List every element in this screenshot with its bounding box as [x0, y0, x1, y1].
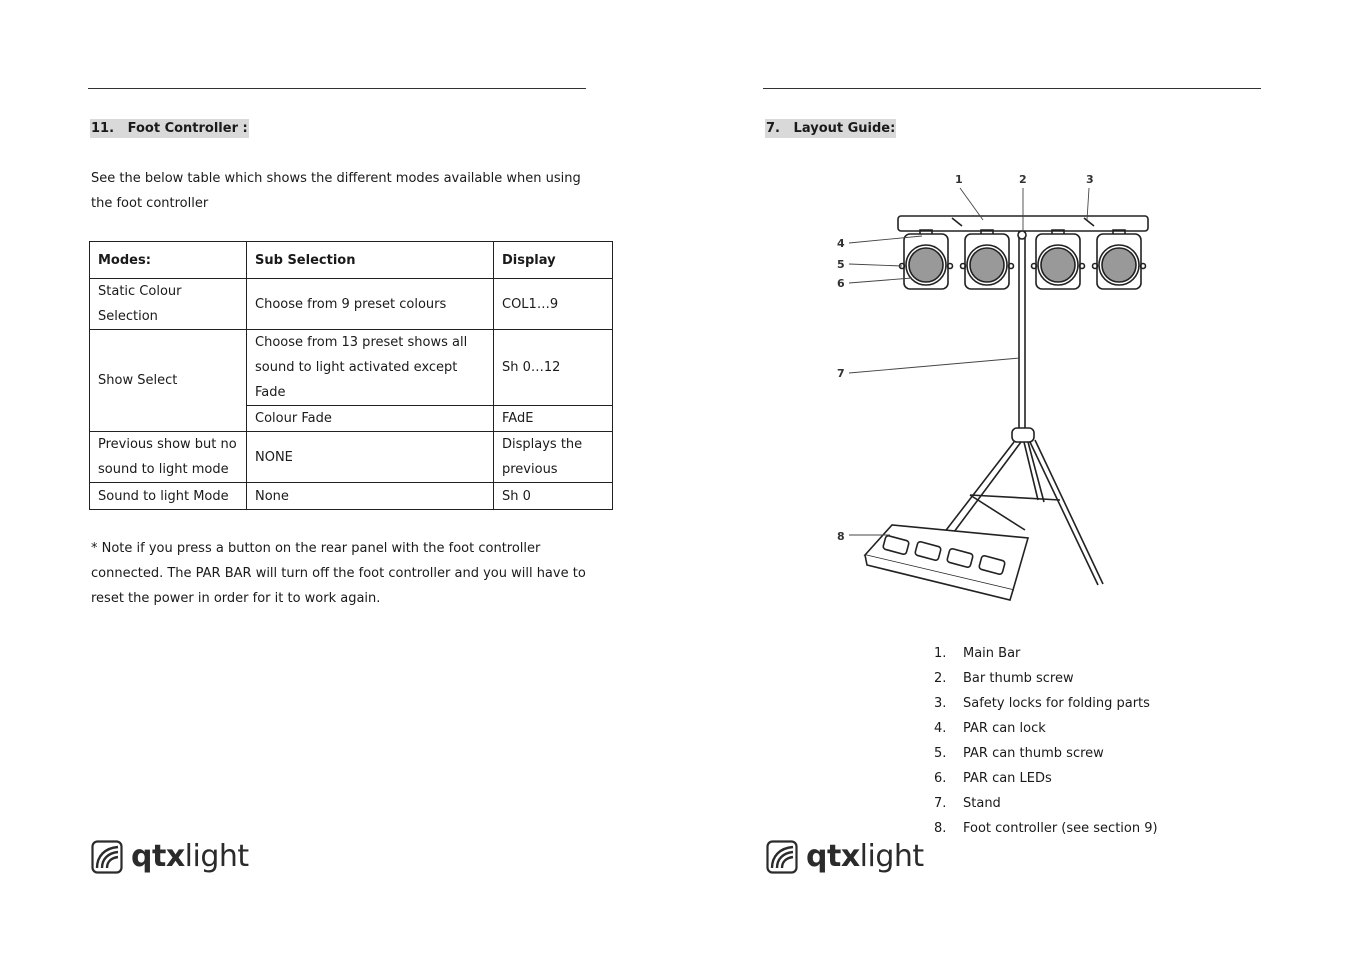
- par-can-4: [1097, 230, 1141, 289]
- note-text-line-2: connected. The PAR BAR will turn off the foot controller and you will have to: [91, 566, 586, 581]
- cell-sub-line: Choose from 13 preset shows all: [255, 335, 468, 350]
- logo-wordmark: [131, 839, 249, 874]
- header-display: Display: [494, 242, 613, 279]
- qtxlight-logo-right: [766, 840, 924, 874]
- foot-controller: [865, 525, 1028, 600]
- par-can-1: [904, 230, 948, 289]
- table-row: [90, 483, 613, 510]
- left-header-rule: [88, 88, 586, 89]
- par-bar-layout-diagram: [820, 160, 1160, 610]
- list-item: [934, 766, 1158, 791]
- cell-display-line: previous: [502, 462, 558, 477]
- callout-8: 8: [837, 530, 845, 543]
- list-item-number: 6.: [934, 771, 947, 786]
- logo-bold-text: qtx: [131, 839, 185, 874]
- list-item-number: 7.: [934, 796, 947, 811]
- note-text-line-1: * Note if you press a button on the rear panel with the foot controller: [91, 541, 541, 556]
- logo-wordmark: [806, 839, 924, 874]
- right-header-rule: [763, 88, 1261, 89]
- intro-text-line-1: See the below table which shows the different modes available when using: [91, 171, 581, 186]
- section-heading-layout-guide: 7. Layout Guide:: [766, 121, 896, 136]
- cell-display: [494, 432, 613, 483]
- qtxlight-logo-left: [91, 840, 249, 874]
- cell-mode: Show Select: [90, 330, 247, 432]
- cell-sub: [247, 330, 494, 406]
- list-item: [934, 666, 1158, 691]
- callout-6: 6: [837, 277, 845, 290]
- note-text-line-3: reset the power in order for it to work again.: [91, 591, 381, 606]
- header-sub-selection: Sub Selection: [247, 242, 494, 279]
- layout-legend-list: [934, 641, 1158, 841]
- cell-sub: NONE: [247, 432, 494, 483]
- list-item-label: Safety locks for folding parts: [963, 696, 1150, 711]
- list-item: [934, 716, 1158, 741]
- list-item-number: 1.: [934, 646, 947, 661]
- cell-mode-line: Previous show but no: [98, 437, 237, 452]
- list-item-number: 4.: [934, 721, 947, 736]
- callout-7: 7: [837, 367, 845, 380]
- list-item-label: Main Bar: [963, 646, 1021, 661]
- cell-display-line: Displays the: [502, 437, 583, 452]
- list-item: [934, 816, 1158, 841]
- list-item: [934, 741, 1158, 766]
- cell-sub-line: sound to light activated except Fade: [255, 360, 458, 400]
- cell-mode-line: Static Colour: [98, 284, 182, 299]
- list-item-number: 3.: [934, 696, 947, 711]
- table-row: [90, 279, 613, 330]
- cell-mode: [90, 279, 247, 330]
- cell-mode: [90, 432, 247, 483]
- cell-sub: None: [247, 483, 494, 510]
- cell-sub: Choose from 9 preset colours: [247, 279, 494, 330]
- logo-light-text: light: [859, 839, 924, 874]
- list-item: [934, 641, 1158, 666]
- table-row: [90, 432, 613, 483]
- par-can-3: [1036, 230, 1080, 289]
- cell-display: Sh 0: [494, 483, 613, 510]
- list-item: [934, 791, 1158, 816]
- cell-mode-line: sound to light mode: [98, 462, 229, 477]
- list-item-label: Stand: [963, 796, 1001, 811]
- callout-4: 4: [837, 237, 845, 250]
- list-item: [934, 691, 1158, 716]
- callout-3: 3: [1086, 173, 1094, 186]
- modes-table: [89, 241, 613, 510]
- list-item-label: PAR can thumb screw: [963, 746, 1104, 761]
- logo-bold-text: qtx: [806, 839, 860, 874]
- intro-text-line-2: the foot controller: [91, 196, 209, 211]
- cell-display: COL1…9: [494, 279, 613, 330]
- cell-display: Sh 0…12: [494, 330, 613, 406]
- callout-2: 2: [1019, 173, 1027, 186]
- qtx-swirl-icon: [91, 840, 123, 874]
- list-item-label: PAR can LEDs: [963, 771, 1052, 786]
- cell-mode: Sound to light Mode: [90, 483, 247, 510]
- callout-5: 5: [837, 258, 845, 271]
- list-item-label: Bar thumb screw: [963, 671, 1074, 686]
- logo-light-text: light: [184, 839, 249, 874]
- cell-sub: Colour Fade: [247, 406, 494, 432]
- qtx-swirl-icon: [766, 840, 798, 874]
- par-can-2: [965, 230, 1009, 289]
- section-heading-foot-controller: 11. Foot Controller :: [91, 121, 248, 136]
- table-row: [90, 330, 613, 406]
- list-item-label: PAR can lock: [963, 721, 1046, 736]
- list-item-label: Foot controller (see section 9): [963, 821, 1158, 836]
- callout-1: 1: [955, 173, 963, 186]
- list-item-number: 8.: [934, 821, 947, 836]
- header-modes: Modes:: [90, 242, 247, 279]
- list-item-number: 5.: [934, 746, 947, 761]
- cell-mode-line: Selection: [98, 309, 158, 324]
- list-item-number: 2.: [934, 671, 947, 686]
- cell-display: FAdE: [494, 406, 613, 432]
- table-header-row: [90, 242, 613, 279]
